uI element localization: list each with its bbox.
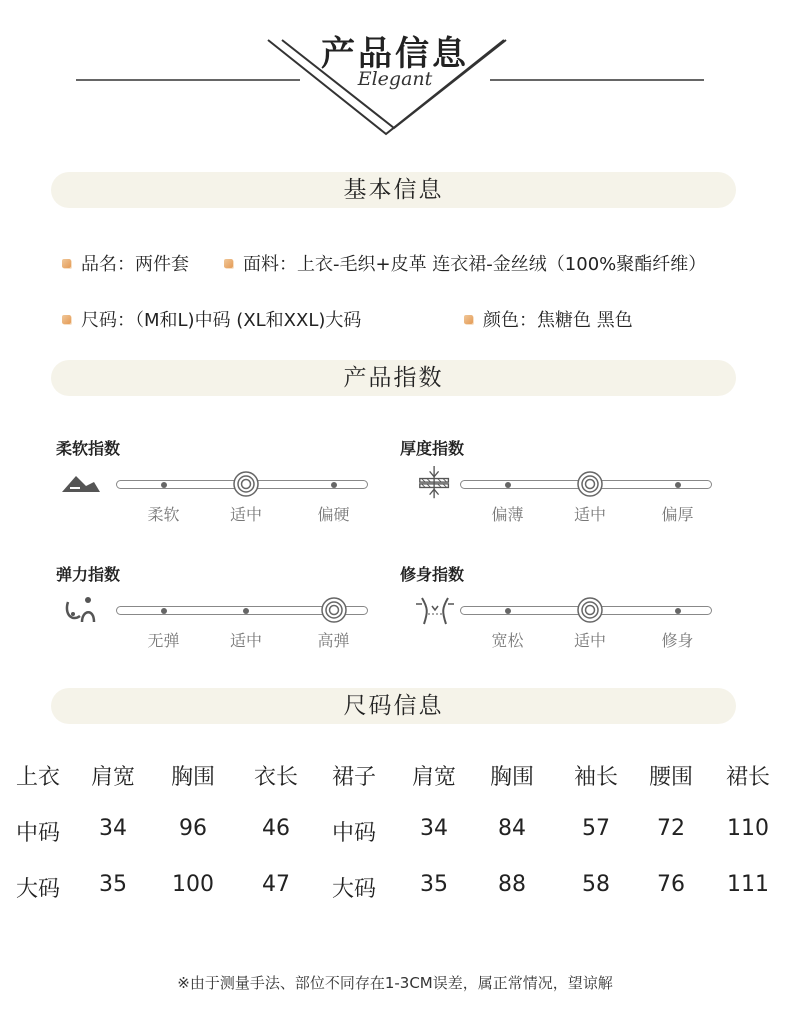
table-cell: 35	[420, 872, 448, 897]
table-cell: 34	[99, 816, 127, 841]
index-title: 厚度指数	[400, 439, 465, 458]
index-tick-dot	[331, 482, 337, 488]
table-cell: 88	[498, 872, 526, 897]
index-title: 修身指数	[400, 565, 465, 584]
index-tick-label: 修身	[661, 631, 694, 650]
index-tick-label: 偏薄	[491, 505, 524, 524]
index-tick-dot	[675, 608, 681, 614]
index-tick-label: 无弹	[147, 631, 180, 650]
table-header-cell: 胸围	[170, 765, 215, 790]
index-tick-label: 适中	[573, 631, 606, 650]
info-item-size: 尺码：（M和L)中码 (XL和XXL)大码	[62, 306, 361, 332]
table-cell: 46	[262, 816, 290, 841]
page-title: 产品信息	[321, 34, 469, 74]
index-tick-label: 适中	[229, 631, 262, 650]
header	[0, 0, 790, 150]
info-item-name: 品名：两件套	[62, 250, 189, 276]
section-size-info: 尺码信息	[51, 688, 736, 724]
table-cell: 47	[262, 872, 290, 897]
table-cell: 110	[727, 816, 769, 841]
index-tick-label: 宽松	[491, 631, 524, 650]
table-header-cell: 衣长	[253, 765, 298, 790]
table-cell: 34	[420, 816, 448, 841]
index-tick-dot	[161, 608, 167, 614]
bullet-icon	[62, 259, 71, 268]
table-cell: 大码	[331, 877, 376, 902]
table-header-cell: 腰围	[648, 765, 693, 790]
table-header-cell: 肩宽	[411, 765, 456, 790]
softness-icon	[60, 468, 102, 502]
index-slider-handle[interactable]	[233, 471, 259, 497]
table-cell: 96	[179, 816, 207, 841]
footnote: ※由于测量手法、部位不同存在1-3CM误差，属正常情况，望谅解	[177, 974, 613, 992]
index-tick-dot	[675, 482, 681, 488]
table-cell: 111	[727, 872, 769, 897]
index-slider-handle[interactable]	[577, 597, 603, 623]
table-cell: 大码	[15, 877, 60, 902]
index-tick-dot	[505, 608, 511, 614]
table-cell: 中码	[331, 821, 376, 846]
table-header-cell: 裙长	[725, 765, 770, 790]
fit-icon	[414, 594, 456, 628]
table-header-cell: 裙子	[331, 765, 376, 790]
table-cell: 57	[582, 816, 610, 841]
index-tick-dot	[243, 608, 249, 614]
table-header-cell: 胸围	[489, 765, 534, 790]
info-item-fabric: 面料：上衣-毛织+皮革 连衣裙-金丝绒（100%聚酯纤维）	[224, 250, 706, 276]
index-tick-label: 高弹	[317, 631, 350, 650]
index-tick-label: 适中	[229, 505, 262, 524]
table-cell: 100	[172, 872, 214, 897]
table-header-cell: 袖长	[573, 765, 618, 790]
thickness-icon	[414, 466, 456, 500]
table-cell: 35	[99, 872, 127, 897]
bullet-icon	[62, 315, 71, 324]
index-tick-dot	[161, 482, 167, 488]
index-tick-label: 偏厚	[661, 505, 694, 524]
index-tick-label: 偏硬	[317, 505, 350, 524]
bullet-icon	[464, 315, 473, 324]
index-tick-dot	[505, 482, 511, 488]
index-title: 柔软指数	[56, 439, 121, 458]
index-title: 弹力指数	[56, 565, 121, 584]
table-cell: 中码	[15, 821, 60, 846]
page-subtitle: Elegant	[357, 68, 433, 90]
table-cell: 76	[657, 872, 685, 897]
table-header-cell: 上衣	[15, 765, 60, 790]
bullet-icon	[224, 259, 233, 268]
index-slider-handle[interactable]	[321, 597, 347, 623]
index-tick-label: 柔软	[147, 505, 180, 524]
table-header-cell: 肩宽	[90, 765, 135, 790]
index-slider-handle[interactable]	[577, 471, 603, 497]
section-product-index: 产品指数	[51, 360, 736, 396]
elasticity-icon	[62, 594, 104, 628]
table-cell: 72	[657, 816, 685, 841]
info-item-color: 颜色：焦糖色 黑色	[464, 306, 633, 332]
section-basic-info: 基本信息	[51, 172, 736, 208]
table-cell: 84	[498, 816, 526, 841]
index-tick-label: 适中	[573, 505, 606, 524]
table-cell: 58	[582, 872, 610, 897]
